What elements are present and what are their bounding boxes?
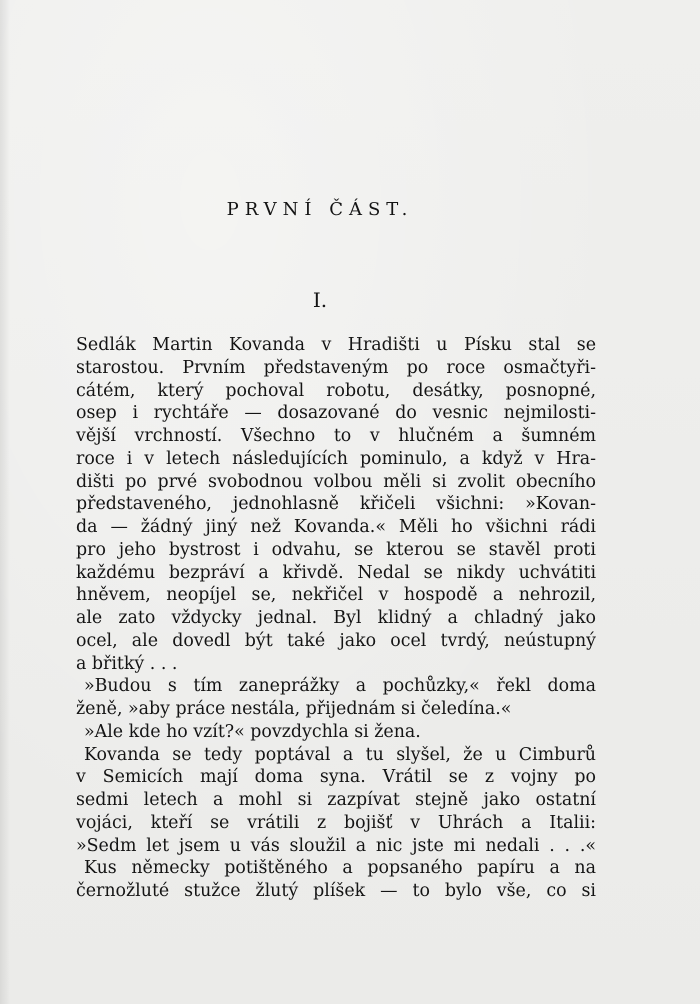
text-line: v Semicích mají doma syna. Vrátil se z vojny po <box>76 767 596 788</box>
text-line: sedmi letech a mohl si zazpívat stejně jako ostatní <box>76 790 596 810</box>
part-heading: PRVNÍ ČÁST. <box>226 199 414 220</box>
text-line: vější vrchností. Všechno to v hlučném a šumném <box>76 426 596 446</box>
text-line: da — žádný jiný než Kovanda.« Měli ho všichni rádi <box>76 517 596 537</box>
text-line: starostou. Prvním představeným po roce osmačtyři- <box>76 357 596 378</box>
text-line: hněvem, neopíjel se, nekřičel v hospodě a nehrozil, <box>76 585 596 606</box>
text-line: ženě, »aby práce nestála, přijednám si čeledína.« <box>76 699 512 719</box>
text-line: ocel, ale dovedl být také jako ocel tvrdý, neústupný <box>76 630 596 651</box>
text-line: cátém, který pochoval robotu, desátky, posnopné, <box>76 380 596 401</box>
text-line: »Ale kde ho vzít?« povzdychla si žena. <box>84 721 421 742</box>
text-line: roce i v letech následujících pominulo, a když v Hra- <box>76 448 596 469</box>
text-line: pro jeho bystrost i odvahu, se kterou se stavěl proti <box>76 539 596 560</box>
text-line: ale zato vždycky jednal. Byl klidný a chladný jako <box>76 608 596 628</box>
text-line: představeného, jednohlasně křičeli všichni: »Kovan- <box>76 494 596 515</box>
text-line: »Sedm let jsem u vás sloužil a nic jste mi nedali . . .« <box>76 835 596 856</box>
text-line: dišti po prvé svobodnou volbou měli si zvolit obecního <box>76 471 596 492</box>
text-line: Kus německy potištěného a popsaného papíru a na <box>84 858 596 879</box>
body-text <box>76 334 596 903</box>
text-line: vojáci, kteří se vrátili z bojišť v Uhrách a Italii: <box>76 812 596 833</box>
text-line: Kovanda se tedy poptával a tu slyšel, že u Cimburů <box>84 744 596 765</box>
text-line: každému bezpráví a křivdě. Nedal se nikdy uchvátiti <box>76 562 596 583</box>
text-line: a břitký . . . <box>76 653 178 674</box>
text-line: Sedlák Martin Kovanda v Hradišti u Písku stal se <box>76 335 596 355</box>
page-edge-shadow <box>0 0 10 1004</box>
text-line: černožluté stužce žlutý plíšek — to bylo vše, co si <box>76 881 596 901</box>
text-line: »Budou s tím zaneprážky a pochůzky,« řekl doma <box>84 676 596 697</box>
text-line: osep i rychtáře — dosazované do vesnic nejmilosti- <box>76 403 596 424</box>
chapter-number: I. <box>312 288 328 312</box>
